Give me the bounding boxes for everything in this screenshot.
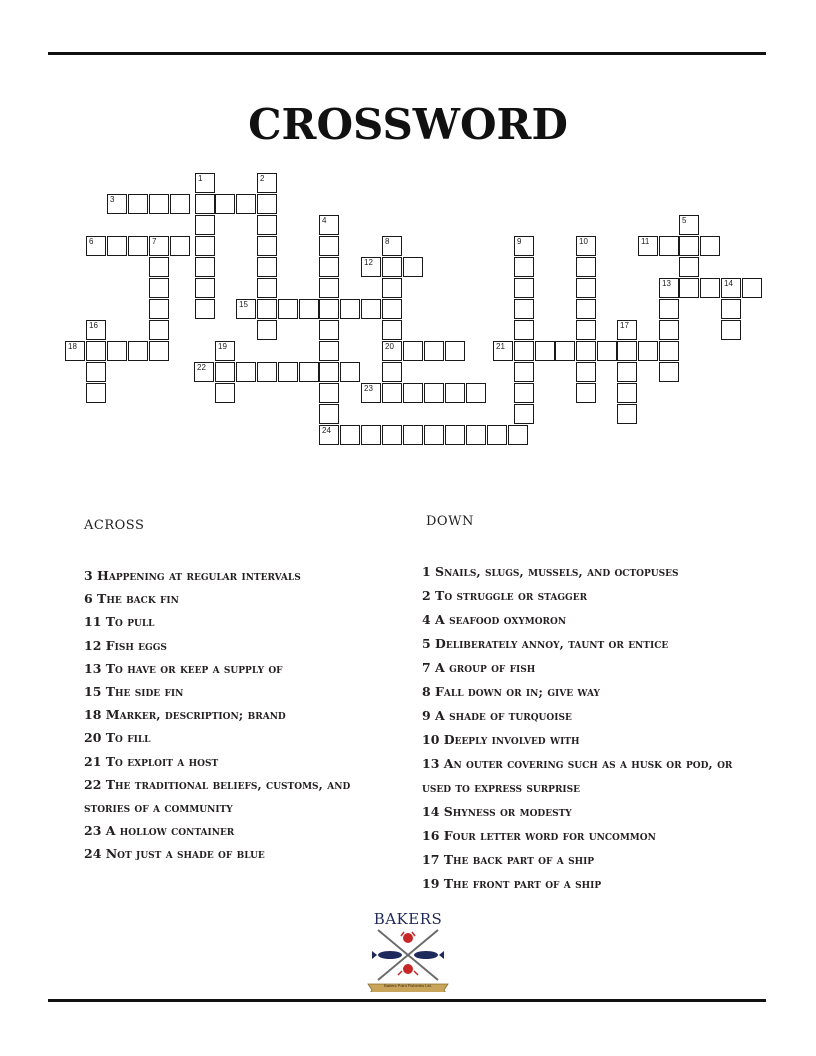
clue-number: 21 <box>496 342 505 351</box>
grid-cell[interactable] <box>340 362 360 382</box>
clue-number: 5 <box>682 216 687 225</box>
grid-cell[interactable] <box>195 236 215 256</box>
grid-cell[interactable] <box>215 194 235 214</box>
grid-cell[interactable] <box>382 320 402 340</box>
grid-cell[interactable] <box>278 362 298 382</box>
grid-cell[interactable] <box>576 341 596 361</box>
down-clue: 4 A seafood oxymoron <box>422 612 567 627</box>
clue-number: 16 <box>89 321 98 330</box>
across-clue: 15 The side fin <box>84 684 184 700</box>
grid-cell[interactable] <box>257 173 277 193</box>
grid-cell[interactable] <box>195 299 215 319</box>
grid-cell[interactable] <box>236 299 256 319</box>
grid-cell[interactable] <box>700 278 720 298</box>
grid-cell[interactable] <box>236 194 256 214</box>
logo-wordmark: BAKERS <box>373 910 443 928</box>
bottom-rule <box>48 999 766 1002</box>
logo-banner-text: Bakers Point Fisheries Ltd. <box>384 983 432 988</box>
clue-number: 8 <box>385 237 390 246</box>
grid-cell[interactable] <box>514 404 534 424</box>
grid-cell[interactable] <box>576 362 596 382</box>
grid-cell[interactable] <box>86 341 106 361</box>
grid-cell[interactable] <box>215 362 235 382</box>
grid-cell[interactable] <box>195 278 215 298</box>
grid-cell[interactable] <box>721 320 741 340</box>
grid-cell[interactable] <box>466 425 486 445</box>
across-clue: 18 Marker, description; brand <box>84 707 286 723</box>
grid-cell[interactable] <box>257 320 277 340</box>
grid-cell[interactable] <box>382 257 402 277</box>
down-clue: 1 Snails, slugs, mussels, and octopuses <box>422 564 679 579</box>
grid-cell[interactable] <box>340 425 360 445</box>
grid-cell[interactable] <box>617 404 637 424</box>
grid-cell[interactable] <box>257 194 277 214</box>
across-clue: 21 To exploit a host <box>84 753 219 769</box>
down-clue: used to express surprise <box>422 780 581 795</box>
grid-cell[interactable] <box>679 215 699 235</box>
grid-cell[interactable] <box>86 236 106 256</box>
grid-cell[interactable] <box>107 194 127 214</box>
grid-cell[interactable] <box>195 194 215 214</box>
grid-cell[interactable] <box>617 383 637 403</box>
grid-cell[interactable] <box>445 425 465 445</box>
bakers-logo <box>360 910 456 992</box>
clue-number: 6 <box>89 237 94 246</box>
grid-cell[interactable] <box>107 341 127 361</box>
clue-number: 22 <box>197 363 206 372</box>
across-heading: ACROSS <box>84 518 145 533</box>
clue-number: 20 <box>385 342 394 351</box>
grid-cell[interactable] <box>700 236 720 256</box>
grid-cell[interactable] <box>319 257 339 277</box>
across-clue: 23 A hollow container <box>84 823 235 839</box>
grid-cell[interactable] <box>299 299 319 319</box>
across-clue-list <box>84 564 399 866</box>
grid-cell[interactable] <box>617 341 637 361</box>
grid-cell[interactable] <box>679 278 699 298</box>
grid-cell[interactable] <box>195 215 215 235</box>
clue-number: 15 <box>239 300 248 309</box>
grid-cell[interactable] <box>257 257 277 277</box>
down-clue: 5 Deliberately annoy, taunt or entice <box>422 636 669 651</box>
grid-cell[interactable] <box>149 278 169 298</box>
grid-cell[interactable] <box>742 278 762 298</box>
across-clue: 20 To fill <box>84 730 151 746</box>
down-heading: DOWN <box>426 514 474 529</box>
down-clue: 2 To struggle or stagger <box>422 588 588 603</box>
grid-cell[interactable] <box>128 236 148 256</box>
clue-number: 1 <box>198 174 203 183</box>
clue-number: 14 <box>724 279 733 288</box>
clue-number: 2 <box>260 174 265 183</box>
grid-cell[interactable] <box>659 341 679 361</box>
grid-cell[interactable] <box>514 341 534 361</box>
grid-cell[interactable] <box>597 341 617 361</box>
down-clue: 13 An outer covering such as a husk or pod, or <box>422 756 733 771</box>
grid-cell[interactable] <box>319 215 339 235</box>
grid-cell[interactable] <box>382 341 402 361</box>
grid-cell[interactable] <box>659 362 679 382</box>
clue-number: 18 <box>68 342 77 351</box>
grid-cell[interactable] <box>721 278 741 298</box>
grid-cell[interactable] <box>576 257 596 277</box>
across-clue: 3 Happening at regular intervals <box>84 568 301 583</box>
grid-cell[interactable] <box>278 299 298 319</box>
grid-cell[interactable] <box>576 320 596 340</box>
grid-cell[interactable] <box>679 257 699 277</box>
grid-cell[interactable] <box>617 320 637 340</box>
clue-number: 19 <box>218 342 227 351</box>
grid-cell[interactable] <box>149 257 169 277</box>
grid-cell[interactable] <box>149 194 169 214</box>
grid-cell[interactable] <box>382 299 402 319</box>
across-clue: 6 The back fin <box>84 591 179 607</box>
grid-cell[interactable] <box>128 194 148 214</box>
clue-number: 13 <box>662 279 671 288</box>
grid-cell[interactable] <box>299 362 319 382</box>
clue-number: 24 <box>322 426 331 435</box>
grid-cell[interactable] <box>382 362 402 382</box>
grid-cell[interactable] <box>382 278 402 298</box>
grid-cell[interactable] <box>215 383 235 403</box>
across-clue: 12 Fish eggs <box>84 637 167 653</box>
grid-cell[interactable] <box>535 341 555 361</box>
grid-cell[interactable] <box>361 425 381 445</box>
across-clue: 24 Not just a shade of blue <box>84 846 265 862</box>
grid-cell[interactable] <box>445 383 465 403</box>
grid-cell[interactable] <box>514 383 534 403</box>
clue-number: 10 <box>579 237 588 246</box>
grid-cell[interactable] <box>215 341 235 361</box>
grid-cell[interactable] <box>319 320 339 340</box>
grid-cell[interactable] <box>65 341 85 361</box>
clue-number: 11 <box>641 237 650 246</box>
grid-cell[interactable] <box>514 320 534 340</box>
grid-cell[interactable] <box>721 299 741 319</box>
clue-number: 7 <box>152 237 157 246</box>
grid-cell[interactable] <box>576 236 596 256</box>
grid-cell[interactable] <box>361 299 381 319</box>
grid-cell[interactable] <box>319 425 339 445</box>
down-clue: 8 Fall down or in; give way <box>422 684 600 699</box>
grid-cell[interactable] <box>257 236 277 256</box>
grid-cell[interactable] <box>86 320 106 340</box>
grid-cell[interactable] <box>340 299 360 319</box>
grid-cell[interactable] <box>170 236 190 256</box>
grid-cell[interactable] <box>149 299 169 319</box>
grid-cell[interactable] <box>382 383 402 403</box>
across-clue: 22 The traditional beliefs, customs, and <box>84 776 351 792</box>
grid-cell[interactable] <box>403 341 423 361</box>
grid-cell[interactable] <box>576 383 596 403</box>
grid-cell[interactable] <box>319 341 339 361</box>
grid-cell[interactable] <box>170 194 190 214</box>
page-title: CROSSWORD <box>248 100 568 150</box>
grid-cell[interactable] <box>382 425 402 445</box>
grid-cell[interactable] <box>576 299 596 319</box>
grid-cell[interactable] <box>638 236 658 256</box>
grid-cell[interactable] <box>149 320 169 340</box>
grid-cell[interactable] <box>487 425 507 445</box>
down-clue: 16 Four letter word for uncommon <box>422 828 656 843</box>
grid-cell[interactable] <box>149 236 169 256</box>
grid-cell[interactable] <box>86 383 106 403</box>
across-clue: 11 To pull <box>84 614 155 630</box>
grid-cell[interactable] <box>257 362 277 382</box>
grid-cell[interactable] <box>638 341 658 361</box>
grid-cell[interactable] <box>319 362 339 382</box>
grid-cell[interactable] <box>617 362 637 382</box>
down-clue: 14 Shyness or modesty <box>422 804 572 819</box>
grid-cell[interactable] <box>424 341 444 361</box>
grid-cell[interactable] <box>555 341 575 361</box>
grid-cell[interactable] <box>403 425 423 445</box>
grid-cell[interactable] <box>493 341 513 361</box>
grid-cell[interactable] <box>107 236 127 256</box>
grid-cell[interactable] <box>659 278 679 298</box>
grid-cell[interactable] <box>514 236 534 256</box>
down-clue: 10 Deeply involved with <box>422 732 580 747</box>
grid-cell[interactable] <box>195 173 215 193</box>
grid-cell[interactable] <box>466 383 486 403</box>
grid-cell[interactable] <box>319 278 339 298</box>
crossword-grid <box>0 0 816 470</box>
clue-number: 12 <box>364 258 373 267</box>
grid-cell[interactable] <box>195 257 215 277</box>
clue-number: 17 <box>620 321 629 330</box>
grid-cell[interactable] <box>514 257 534 277</box>
grid-cell[interactable] <box>361 383 381 403</box>
grid-cell[interactable] <box>659 236 679 256</box>
grid-cell[interactable] <box>403 257 423 277</box>
down-clue: 9 A shade of turquoise <box>422 708 572 723</box>
grid-cell[interactable] <box>319 236 339 256</box>
grid-cell[interactable] <box>508 425 528 445</box>
grid-cell[interactable] <box>128 341 148 361</box>
clue-number: 3 <box>110 195 115 204</box>
grid-cell[interactable] <box>424 425 444 445</box>
down-clue: 19 The front part of a ship <box>422 876 602 891</box>
grid-cell[interactable] <box>194 362 214 382</box>
clue-number: 23 <box>364 384 373 393</box>
down-clue: 7 A group of fish <box>422 660 536 675</box>
across-clue: 13 To have or keep a supply of <box>84 660 283 676</box>
grid-cell[interactable] <box>403 383 423 403</box>
grid-cell[interactable] <box>319 299 339 319</box>
grid-cell[interactable] <box>319 404 339 424</box>
grid-cell[interactable] <box>257 299 277 319</box>
grid-cell[interactable] <box>236 362 256 382</box>
grid-cell[interactable] <box>659 320 679 340</box>
down-clue-list <box>422 560 782 896</box>
grid-cell[interactable] <box>679 236 699 256</box>
clue-number: 9 <box>517 237 522 246</box>
grid-cell[interactable] <box>576 278 596 298</box>
grid-cell[interactable] <box>659 299 679 319</box>
grid-cell[interactable] <box>257 215 277 235</box>
grid-cell[interactable] <box>361 257 381 277</box>
grid-cell[interactable] <box>319 383 339 403</box>
grid-cell[interactable] <box>149 341 169 361</box>
grid-cell[interactable] <box>514 299 534 319</box>
grid-cell[interactable] <box>257 278 277 298</box>
grid-cell[interactable] <box>514 362 534 382</box>
grid-cell[interactable] <box>86 362 106 382</box>
across-clue: stories of a community <box>84 800 233 816</box>
down-clue: 17 The back part of a ship <box>422 852 595 867</box>
grid-cell[interactable] <box>445 341 465 361</box>
grid-cell[interactable] <box>514 278 534 298</box>
grid-cell[interactable] <box>424 383 444 403</box>
clue-number: 4 <box>322 216 327 225</box>
grid-cell[interactable] <box>382 236 402 256</box>
